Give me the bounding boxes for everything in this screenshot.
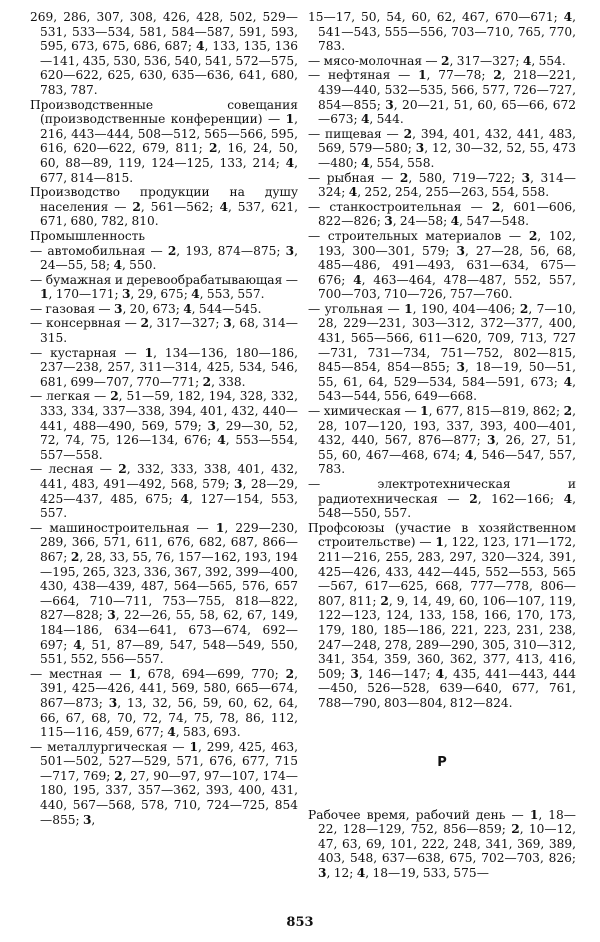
right-column (308, 10, 576, 880)
index-entry: — газовая — 3, 20, 673; 4, 544—545. (30, 301, 262, 316)
index-entry: — местная — 1, 678, 694—699, 770; 2, 391, 425—426, 441, 569, 580, 665—674, 867—873; 3, 13, 32, 56, 59, 60, 62, 64, 66, 67, 68, 70, 72, 74, 75, 78, 86, 112, 115—116, 459, 677; 4, 583, 693. (30, 666, 298, 740)
index-entry: — консервная — 2, 317—327; 3, 68, 314—315. (30, 316, 298, 346)
index-entry: — химическая — 1, 677, 815—819, 862; 2, 28, 107—120, 193, 337, 393, 400—401, 432, 440, 567, 876—877; 3, 26, 27, 51, 55, 60, 467—468, 674; 4, 546—547, 557, 783. (308, 404, 577, 477)
index-entry: Рабочее время, рабочий день — 1, 18—22, 128—129, 752, 856—859; 2, 10—12, 47, 63, 69, 101, 222, 248, 341, 369, 389, 403, 548, 637—638, 675, 702—703, 826; 3, 12; 4, 18—19, 533, 575— (308, 807, 576, 880)
index-entry: — кустарная — 1, 134—136, 180—186, 237—238, 257, 311—314, 425, 534, 546, 681, 699—707, 770—771; 2, 338. (30, 345, 299, 389)
index-entry: Производство продукции на душу населения — 2, 561—562; 4, 537, 621, 671, 680, 782, 810. (30, 185, 298, 229)
index-entry: Профсоюзы (участие в хозяйственном строительстве) — 1, 122, 123, 171—172, 211—216, 255, 283, 297, 320—324, 391, 425—426, 433, 442—445, 552—553, 565—567, 617—625, 668, 777—778, 806—807, 811; 2, 9, 14, 49, 60, 106—107, 119, 122—123, 124, 133, 158, 166, 170, 173, 179, 180, 185—186, 221, 223, 231, 238, 247—248, 278, 289—290, 305, 310—312, 341, 354, 359, 360, 362, 377, 413, 416, 509; 3, 146—147; 4, 435, 441—443, 444—450, 526—528, 639—640, 677, 761, 788—790, 803—804, 812—824. (308, 520, 576, 710)
index-entry: — рыбная — 2, 580, 719—722; 3, 314—324; 4, 252, 254, 255—263, 554, 558. (308, 170, 576, 200)
index-entry: — металлургическая — 1, 299, 425, 463, 501—502, 527—529, 571, 676, 677, 715—717, 769; 2, 27, 90—97, 97—107, 174—180, 195, 337, 357—362, 393, 400, 431, 440, 567—568, 578, 710, 724—725, 854—855; 3, (30, 739, 298, 827)
index-entry: — легкая — 2, 51—59, 182, 194, 328, 332, 333, 334, 337—338, 394, 401, 432, 440—441, 488—490, 569, 579; 3, 29—30, 52, 72, 74, 75, 126—134, 676; 4, 553—554, 557—558. (30, 389, 298, 462)
index-entry: — бумажная и деревообрабатывающая — 1, 170—171; 3, 29, 675; 4, 553, 557. (30, 272, 298, 302)
index-entry: — строительных материалов — 2, 102, 193, 300—301, 579; 3, 27—28, 56, 68, 485—486, 491—493, 631—634, 675—676; 4, 463—464, 478—487, 552, 557, 700—703, 710—726, 757—760. (308, 228, 577, 302)
index-entry: — мясо-молочная — 2, 317—327; 4, 554. (308, 53, 566, 68)
index-entry-continuation: 269, 286, 307, 308, 426, 428, 502, 529—531, 533—534, 581, 584—587, 591, 593, 595, 673, 675, 686, 687; 4, 133, 135, 136—141, 435, 530, 536, 540, 541, 572—575, 620—622, 625, 630, 635—636, 641, 680, 783, 787. (30, 10, 298, 97)
left-column (30, 10, 298, 827)
index-entry: — электротехническая и радиотехническая — 2, 162—166; 4, 548—550, 557. (308, 477, 576, 521)
index-entry: — пищевая — 2, 394, 401, 432, 441, 483, 569, 579—580; 3, 12, 30—32, 52, 55, 473—480; 4, 554, 558. (308, 126, 577, 170)
section-letter: Р (437, 754, 447, 770)
index-entry: — машиностроительная — 1, 229—230, 289, 366, 571, 611, 676, 682, 687, 866—867; 2, 28, 33, 55, 76, 157—162, 193, 194—195, 265, 323, 336, 367, 392, 399—400, 430, 438—439, 487, 564—565, 576, 657—664, 710—711, 753—755, 818—822, 827—828; 3, 22—26, 55, 58, 62, 67, 149, 184—186, 634—641, 673—674, 692—697; 4, 51, 87—89, 547, 548—549, 550, 551, 552, 556—557. (30, 520, 298, 667)
index-entry: — станкостроительная — 2, 601—606, 822—826; 3, 24—58; 4, 547—548. (308, 199, 576, 229)
index-entry-continuation: 15—17, 50, 54, 60, 62, 467, 670—671; 4, 541—543, 555—556, 703—710, 765, 770, 783. (308, 10, 576, 54)
index-entry: — автомобильная — 2, 193, 874—875; 3, 24—55, 58; 4, 550. (30, 243, 298, 273)
index-entry: — лесная — 2, 332, 333, 338, 401, 432, 441, 483, 491—492, 568, 579; 3, 28—29, 425—437, 485, 675; 4, 127—154, 553, 557. (30, 462, 299, 521)
page-number: 853 (286, 915, 314, 930)
index-entry: Производственные совещания (производственные конференции) — 1, 216, 443—444, 508—512, 565—566, 595, 616, 620—622, 679, 811; 2, 16, 24, 50, 60, 88—89, 119, 124—125, 133, 214; 4, 677, 814—815. (30, 97, 298, 185)
index-heading: Промышленность (30, 228, 146, 243)
index-entry: — нефтяная — 1, 77—78; 2, 218—221, 439—440, 532—535, 566, 577, 726—727, 854—855; 3, 20—21, 51, 60, 65—66, 672—673; 4, 544. (308, 68, 576, 127)
index-entry: — угольная — 1, 190, 404—406; 2, 7—10, 28, 229—231, 303—312, 372—377, 400, 431, 565—566, 611—620, 709, 713, 727—731, 731—734, 751—752, 802—815, 845—854, 854—855; 3, 18—19, 50—51, 55, 61, 64, 529—534, 584—591, 673; 4, 543—544, 556, 649—668. (308, 301, 577, 404)
